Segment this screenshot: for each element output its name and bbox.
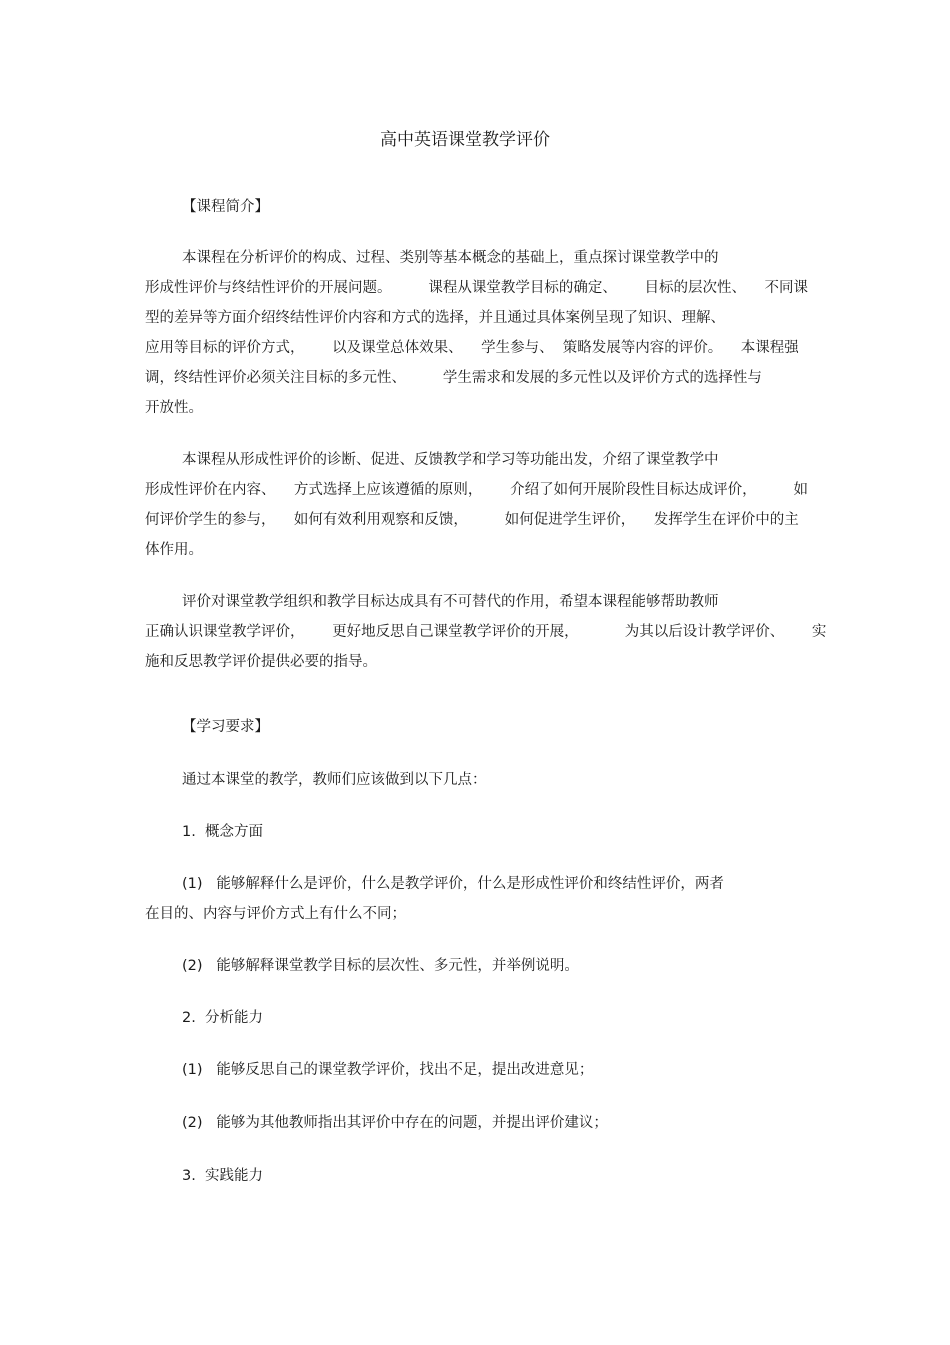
paragraph-line: 施和反思教学评价提供必要的指导。 (145, 654, 377, 670)
requirements-intro: 通过本课堂的教学，教师们应该做到以下几点： (182, 772, 487, 788)
paragraph-line: 何评价学生的参与， 如何有效利用观察和反馈， 如何促进学生评价， 发挥学生在评价中的主 (145, 512, 799, 528)
list-item-line: 在目的、内容与评价方式上有什么不同； (145, 906, 406, 922)
section-2-heading: 2. 分析能力 (182, 1010, 264, 1026)
paragraph-line: 型的差异等方面介绍终结性评价内容和方式的选择，并且通过具体案例呈现了知识、理解、 (145, 310, 725, 326)
section-1-heading: 1. 概念方面 (182, 824, 264, 840)
section-3-heading: 3. 实践能力 (182, 1168, 264, 1184)
paragraph-line: 评价对课堂教学组织和教学目标达成具有不可替代的作用，希望本课程能够帮助教师 (182, 594, 719, 610)
paragraph-line: 应用等目标的评价方式， 以及课堂总体效果、 学生参与、 策略发展等内容的评价。 本课程强 (145, 340, 799, 356)
paragraph-line: 体作用。 (145, 542, 203, 558)
paragraph-line: 本课程从形成性评价的诊断、促进、反馈教学和学习等功能出发，介绍了课堂教学中 (182, 452, 719, 468)
paragraph-line: 正确认识课堂教学评价， 更好地反思自己课堂教学评价的开展， 为其以后设计教学评价、 实 (145, 624, 827, 640)
paragraph-line: 开放性。 (145, 400, 203, 416)
section-2-item-1: (1) 能够反思自己的课堂教学评价，找出不足，提出改进意见； (182, 1062, 594, 1078)
document-title: 高中英语课堂教学评价 (380, 130, 550, 150)
section-2-item-2: (2) 能够为其他教师指出其评价中存在的问题，并提出评价建议； (182, 1115, 608, 1131)
paragraph-line: 本课程在分析评价的构成、过程、类别等基本概念的基础上，重点探讨课堂教学中的 (182, 250, 719, 266)
intro-heading: 【课程简介】 (182, 199, 269, 215)
requirements-heading: 【学习要求】 (182, 719, 269, 735)
paragraph-line: 形成性评价与终结性评价的开展问题。 课程从课堂教学目标的确定、 目标的层次性、 不同课 (145, 280, 808, 296)
list-item-line: (1) 能够解释什么是评价，什么是教学评价，什么是形成性评价和终结性评价，两者 (182, 876, 724, 892)
paragraph-line: 形成性评价在内容、 方式选择上应该遵循的原则， 介绍了如何开展阶段性目标达成评价， 如 (145, 482, 808, 498)
section-1-item-2: (2) 能够解释课堂教学目标的层次性、多元性，并举例说明。 (182, 958, 579, 974)
paragraph-line: 调，终结性评价必须关注目标的多元性、 学生需求和发展的多元性以及评价方式的选择性与 (145, 370, 762, 386)
